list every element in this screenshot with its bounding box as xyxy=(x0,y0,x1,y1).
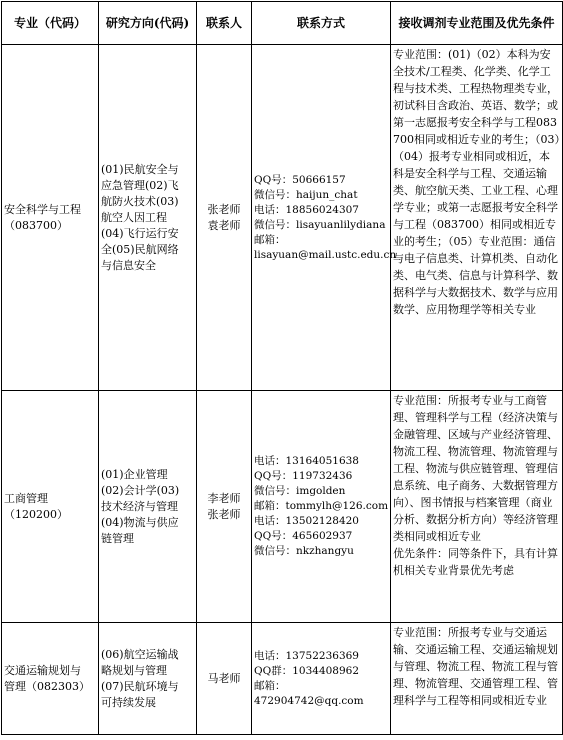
method-line: 邮箱： xyxy=(254,679,286,692)
direction-line: 航防火技术(03) xyxy=(101,194,179,208)
direction-line: 应急管理(02)飞 xyxy=(101,178,179,192)
direction-line: 航空人因工程 xyxy=(101,210,167,224)
direction-line: 链管理 xyxy=(101,531,134,545)
direction-cell xyxy=(99,391,197,623)
header-contact: 联系人 xyxy=(197,2,252,45)
direction-line: (01)民航安全与 xyxy=(101,162,179,176)
direction-cell xyxy=(99,623,197,735)
major-name: 安全科学与工程 xyxy=(4,202,81,216)
direction-line: 略规划与管理 xyxy=(101,663,167,677)
method-line: 微信号：haijun_chat xyxy=(254,188,358,201)
header-scope: 接收调剂专业范围及优先条件 xyxy=(391,2,563,45)
method-line: QQ群：1034408962 xyxy=(254,664,360,677)
scope-text: 专业范围：所报考专业与交通运输、交通运输工程、交通运输规划与管理、物流工程、物流工程与管理、物流管理、交通管理工程、管理科学与工程等相同或相近专业 xyxy=(393,626,558,707)
method-line: 微信号：nkzhangyu xyxy=(254,545,354,557)
method-cell xyxy=(252,45,397,391)
major-cell xyxy=(2,45,99,391)
contact-cell xyxy=(197,391,252,623)
direction-cell xyxy=(99,45,197,391)
major-code: （120200） xyxy=(4,507,68,521)
adjustment-table xyxy=(1,1,563,735)
contact-person: 李老师 xyxy=(207,491,241,505)
contact-cell xyxy=(197,623,252,735)
method-line: 电话：13752236369 xyxy=(254,649,359,662)
contact-person: 袁老师 xyxy=(207,218,241,232)
direction-line: 全(05)民航网络 xyxy=(101,242,179,256)
method-line: 电话：18856024307 xyxy=(254,203,359,216)
direction-line: (01)企业管理 xyxy=(101,467,168,481)
major-name: 工商管理 xyxy=(4,491,48,505)
method-line: 电话：13502128420 xyxy=(254,515,359,527)
header-direction: 研究方向(代码) xyxy=(99,2,197,45)
method-line: 邮箱： xyxy=(254,233,286,246)
email-line: 邮箱：tommylh@126.com xyxy=(254,500,389,512)
major-name: 交通运输规划与 xyxy=(4,663,81,677)
method-line: QQ号：119732436 xyxy=(254,470,353,482)
method-line: 电话：13164051638 xyxy=(254,455,359,467)
email-line: lisayuan@mail.ustc.edu.cn xyxy=(254,248,397,261)
header-major: 专业（代码） xyxy=(2,2,99,45)
header-method: 联系方式 xyxy=(252,2,391,45)
scope-cell xyxy=(391,391,563,623)
table-row xyxy=(2,45,563,391)
major-cell xyxy=(2,623,99,735)
method-line: QQ号：50666157 xyxy=(254,173,346,186)
direction-line: (04)飞行运行安 xyxy=(101,226,179,240)
email-line: 472904742@qq.com xyxy=(254,694,364,707)
priority-text: 优先条件：同等条件下，具有计算机相关专业背景优先考虑 xyxy=(393,547,558,577)
contact-cell xyxy=(197,45,252,391)
table-row xyxy=(2,623,563,735)
header-row xyxy=(2,2,563,45)
contact-person: 张老师 xyxy=(207,202,241,216)
direction-line: 与信息安全 xyxy=(101,258,156,272)
major-cell xyxy=(2,391,99,623)
method-line: 微信号：lisayuanlilydiana xyxy=(254,218,386,231)
table-row xyxy=(2,391,563,623)
direction-line: (06)航空运输战 xyxy=(101,647,179,661)
direction-line: 可持续发展 xyxy=(101,695,156,709)
major-code: 管理（082303） xyxy=(4,679,90,693)
contact-person: 马老师 xyxy=(207,671,241,685)
scope-cell xyxy=(391,623,563,735)
scope-cell xyxy=(391,45,563,391)
method-cell xyxy=(252,391,391,623)
method-line: QQ号：465602937 xyxy=(254,530,353,542)
scope-text: 专业范围：所报考专业与工商管理、管理科学与工程（经济决策与金融管理、区域与产业经济管理、物流工程、物流管理、物流管理与工程、物流与供应链管理、管理信息系统、电子商务、大数据管理方向）、图书情报与档案管理（商业分析、数据分析方向）等经济管理类相同或相近专业 xyxy=(393,394,558,543)
direction-line: (07)民航环境与 xyxy=(101,679,179,693)
direction-line: (04)物流与供应 xyxy=(101,515,179,529)
scope-text: 专业范围：(01)（02）本科为安全技术/工程类、化学类、化学工程与技术类、工程热物理类专业，初试科目含政治、英语、数学；或第一志愿报考安全科学与工程083700相同或相近专业的考生；（03）（04）报考专业相同或相近，本科是安全科学与工程、交通运输类、航空航天类、工业工程、心理学专业；或第一志愿报考安全科学与工程（083700）相同或相近专业的考生；（05）专业范围：通信与电子信息类、计算机类、自动化类、电气类、信息与计算科学、数据科学与大数据技术、数学与应用数学、应用物理学等相关专业 xyxy=(393,48,560,316)
contact-person: 张老师 xyxy=(207,507,241,521)
method-line: 微信号：imgolden xyxy=(254,485,346,497)
direction-line: 技术经济与管理 xyxy=(101,499,178,513)
direction-line: (02)会计学(03) xyxy=(101,483,180,497)
major-code: （083700） xyxy=(4,218,68,232)
method-cell xyxy=(252,623,391,735)
